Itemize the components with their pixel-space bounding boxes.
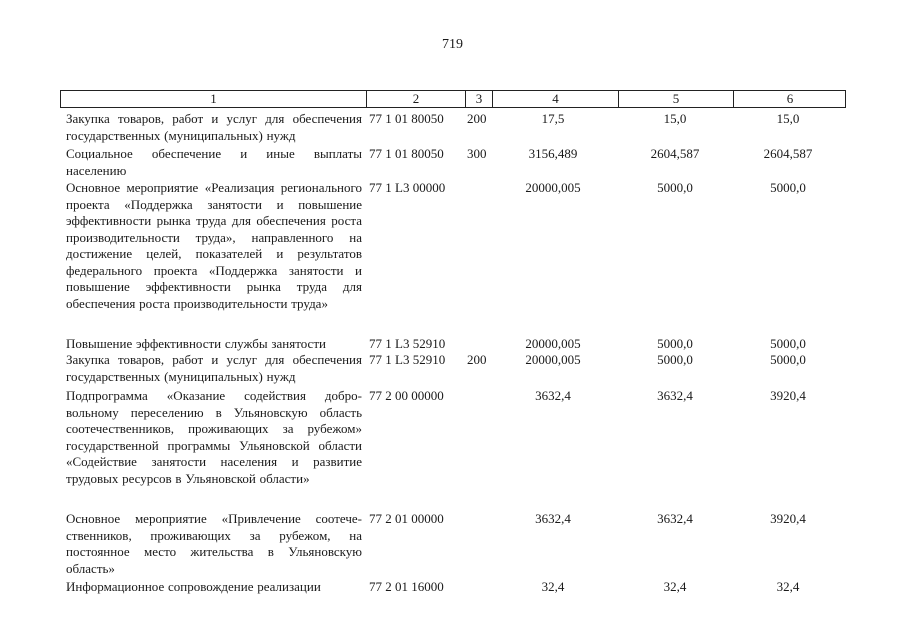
row-value-6: 5000,0	[770, 336, 806, 351]
row-value-5: 5000,0	[657, 180, 693, 195]
row-code: 77 1 L3 52910	[369, 352, 446, 367]
row-description: Социальное обеспечение и иные выплаты населению	[66, 146, 362, 178]
row-code: 77 1 L3 00000	[369, 180, 446, 195]
row-description: Основное мероприятие «Привлечение соотечественников, проживающих за рубежом, на постоянное место жительства в Ульяновскую область»	[66, 511, 362, 576]
header-cell-1: 1	[210, 91, 217, 106]
row-description: Основное мероприятие «Реализация регионального проекта «Поддержка занятости и повышение эффективности рынка труда для обеспечения роста производительности труда», направленного на достижение целей, показателей и результатов федерального проекта «Поддержка занятости и повышение эффективности рынка труда для обеспечения роста производительности труда»	[66, 180, 362, 311]
row-code: 77 1 01 80050	[369, 146, 444, 161]
header-cell-3: 3	[465, 91, 492, 107]
row-value-4: 3632,4	[535, 388, 571, 403]
row-value-5: 2604,587	[650, 146, 700, 161]
row-code: 77 2 00 00000	[369, 388, 444, 403]
row-value-5: 15,0	[663, 111, 687, 126]
row-value-6: 32,4	[776, 579, 800, 594]
row-value-4: 3632,4	[535, 511, 571, 526]
row-value-5: 32,4	[663, 579, 687, 594]
row-value-6: 5000,0	[770, 180, 806, 195]
row-value-4: 20000,005	[525, 180, 581, 195]
row-description: Закупка товаров, работ и услуг для обеспечения государственных (муниципальных) нужд	[66, 352, 362, 384]
row-description: Подпрограмма «Оказание содействия добровольному переселению в Ульяновскую область соотечественников, проживающих за рубежом» государственной программы Ульяновской области «Содействие занятости населения и развитие трудовых ресурсов в Ульяновской области»	[66, 388, 362, 486]
row-description: Закупка товаров, работ и услуг для обеспечения государственных (муниципальных) нужд	[66, 111, 362, 143]
row-value-4: 32,4	[541, 579, 565, 594]
row-value-6: 3920,4	[770, 511, 806, 526]
row-code: 77 1 01 80050	[369, 111, 444, 126]
row-value-5: 5000,0	[657, 336, 693, 351]
row-expense-type: 200	[467, 111, 487, 126]
header-cell-6: 6	[733, 91, 846, 107]
row-code: 77 1 L3 52910	[369, 336, 446, 351]
row-expense-type: 300	[467, 146, 487, 161]
row-value-5: 5000,0	[657, 352, 693, 367]
row-value-4: 20000,005	[525, 352, 581, 367]
row-value-6: 5000,0	[770, 352, 806, 367]
row-value-6: 2604,587	[763, 146, 813, 161]
row-code: 77 2 01 16000	[369, 579, 444, 594]
row-description: Повышение эффективности службы занятости	[66, 336, 326, 351]
page-number: 719	[442, 37, 463, 52]
row-value-6: 3920,4	[770, 388, 806, 403]
header-cell-4: 4	[492, 91, 618, 107]
row-description: Информационное сопровождение реализации	[66, 579, 321, 594]
row-value-6: 15,0	[776, 111, 800, 126]
row-value-4: 17,5	[541, 111, 565, 126]
row-value-5: 3632,4	[657, 511, 693, 526]
row-value-5: 3632,4	[657, 388, 693, 403]
header-cell-2: 2	[366, 91, 465, 107]
row-value-4: 20000,005	[525, 336, 581, 351]
row-expense-type: 200	[467, 352, 487, 367]
row-code: 77 2 01 00000	[369, 511, 444, 526]
header-cell-5: 5	[618, 91, 733, 107]
row-value-4: 3156,489	[528, 146, 578, 161]
